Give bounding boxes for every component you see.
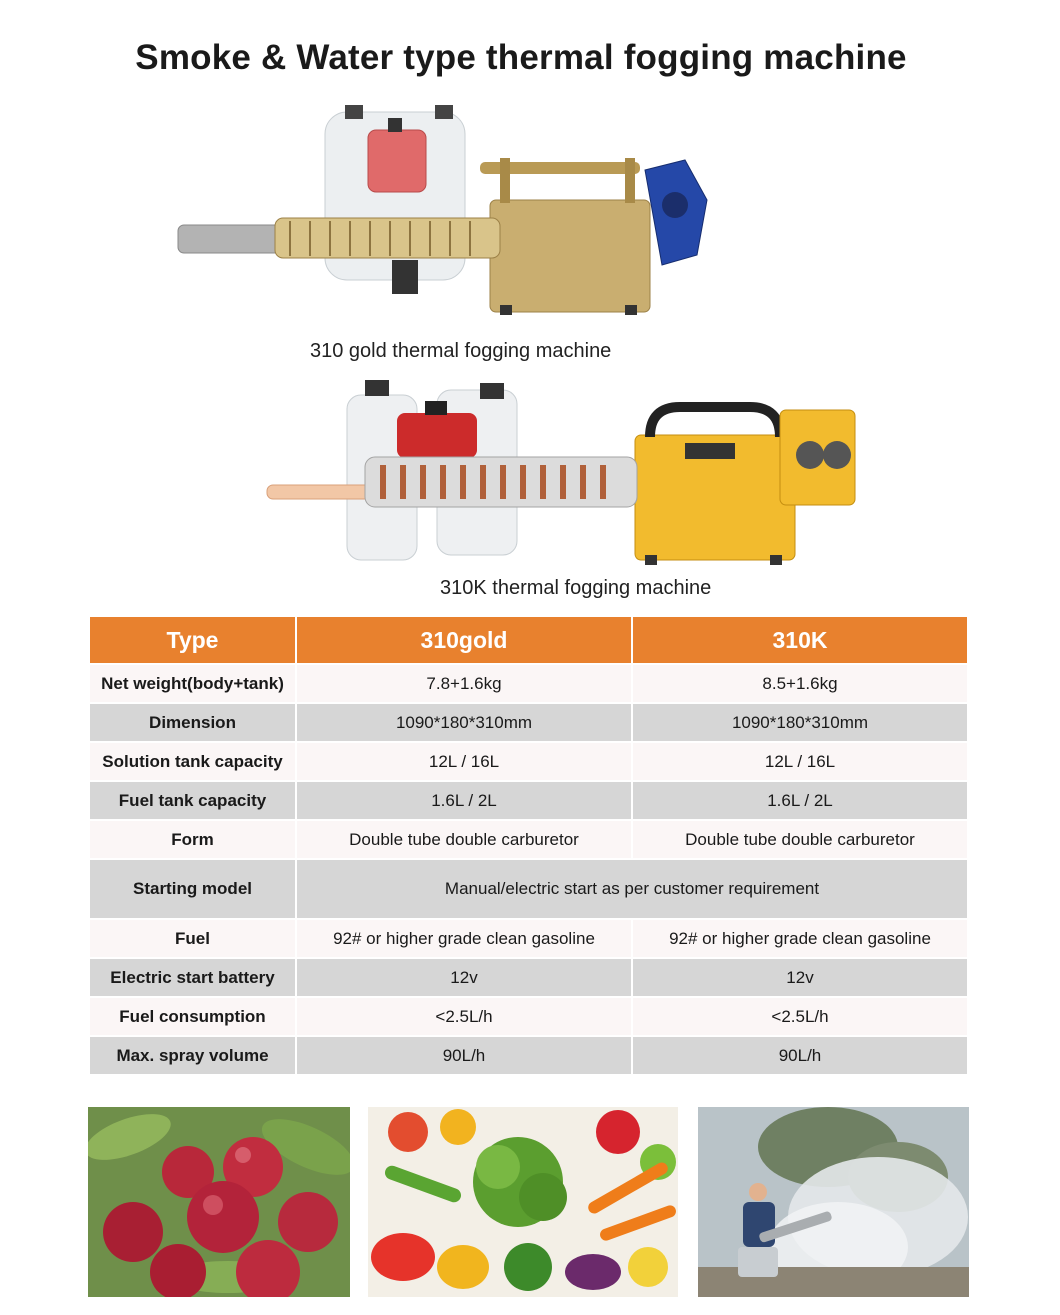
product-caption-gold: 310 gold thermal fogging machine (310, 340, 612, 362)
row-label: Electric start battery (90, 959, 297, 996)
header-model-b: 310K (772, 626, 828, 653)
row-value-b: 8.5+1.6kg (762, 673, 838, 693)
row-value-b: 12v (786, 967, 814, 987)
product-caption-310k: 310K thermal fogging machine (440, 577, 712, 599)
yellow-fogger-photo (265, 375, 865, 570)
row-value-a: 92# or higher grade clean gasoline (297, 920, 633, 957)
row-value-a: 12v (297, 959, 633, 996)
table-row (90, 959, 967, 998)
header-model-a: 310gold (297, 617, 633, 663)
fogging-operator-photo (698, 1107, 969, 1297)
row-value-b: 90L/h (778, 1045, 822, 1065)
row-label: Starting model (90, 860, 297, 918)
table-row (90, 743, 967, 782)
row-label: Fuel (90, 920, 297, 957)
table-row (90, 860, 967, 920)
table-row (90, 1037, 967, 1076)
table-row (90, 704, 967, 743)
row-value-b: 1090*180*310mm (731, 712, 869, 732)
table-row (90, 998, 967, 1037)
row-value-b: Double tube double carburetor (685, 829, 915, 849)
gold-fogger-photo (170, 100, 710, 325)
apples-photo (88, 1107, 350, 1297)
row-label: Form (90, 821, 297, 858)
row-value-b: 92# or higher grade clean gasoline (669, 928, 931, 948)
row-label: Max. spray volume (90, 1037, 297, 1074)
row-value-b: 12L / 16L (764, 751, 836, 771)
row-label: Net weight(body+tank) (90, 665, 297, 702)
header-type: Type (90, 617, 297, 663)
row-label: Fuel tank capacity (90, 782, 297, 819)
row-label: Dimension (90, 704, 297, 741)
row-value-b: <2.5L/h (771, 1006, 829, 1026)
row-value-a: 1.6L / 2L (297, 782, 633, 819)
table-row (90, 665, 967, 704)
table-row (90, 782, 967, 821)
page-title: Smoke & Water type thermal fogging machine (135, 38, 907, 77)
table-row (90, 821, 967, 860)
row-value-a: 1090*180*310mm (297, 704, 633, 741)
table-row (90, 920, 967, 959)
table-header-row (90, 617, 967, 665)
row-label: Solution tank capacity (90, 743, 297, 780)
vegetables-photo (368, 1107, 678, 1297)
row-value-merged: Manual/electric start as per customer requirement (444, 879, 820, 898)
row-value-a: 7.8+1.6kg (297, 665, 633, 702)
row-value-a: Double tube double carburetor (297, 821, 633, 858)
row-value-a: <2.5L/h (297, 998, 633, 1035)
row-value-b: 1.6L / 2L (767, 790, 833, 810)
row-label: Fuel consumption (90, 998, 297, 1035)
row-value-a: 12L / 16L (297, 743, 633, 780)
spec-table (90, 617, 967, 1076)
row-value-a: 90L/h (297, 1037, 633, 1074)
